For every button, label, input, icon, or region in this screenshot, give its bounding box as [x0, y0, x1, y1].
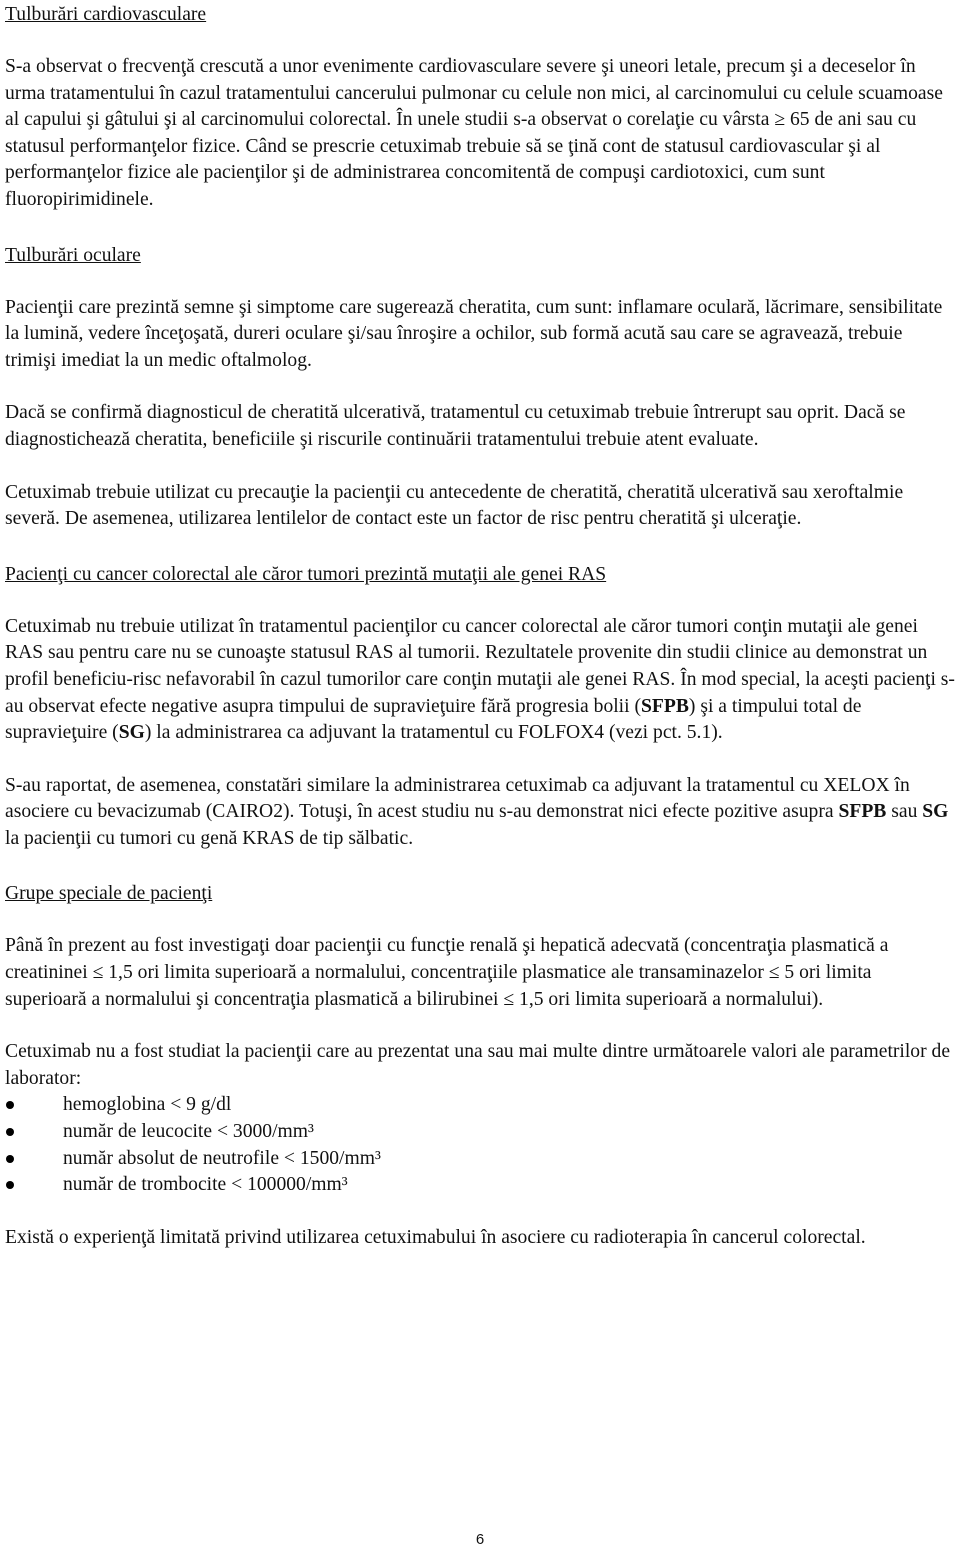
- text-run: 65 de ani sau cu statusul performanţelor fizice. Când se prescrie cetuximab trebuie să se ţină cont de statusul cardiovascular şi al performanţelor fizice ale pacienţilor şi de administrarea concomitentă de compuşi cardiotoxici, cum sunt fluoropirimidinele.: [5, 109, 917, 210]
- text-run: Cetuximab nu trebuie utilizat în tratamentul pacienţilor cu cancer colorectal ale căror tumori conţin mutaţii ale genei RAS sau pentru care nu se cunoaşte statusul RAS al tumorii. Rezultatele provenite din studii clinice au demonstrat un profil beneficiu-risc nefavorabil în cazul tumorilor care conţin mutaţii ale genei RAS. În mod special, la aceşti pacienţi s-au observat efecte negative asupra timpului de supravieţuire fără progresia bolii (: [5, 615, 955, 717]
- lab-values-list: [5, 1092, 957, 1198]
- special-paragraph-2: Cetuximab nu a fost studiat la pacienţii care au prezentat una sau mai multe dintre următoarele valori ale parametrilor de laborator:: [5, 1041, 951, 1089]
- list-item: [5, 1119, 957, 1146]
- document-body: [5, 0, 957, 1251]
- special-paragraph-3: Există o experienţă limitată privind utilizarea cetuximabului în asociere cu radioterapia în cancerul colorectal.: [5, 1226, 866, 1248]
- section-heading-ras: Pacienţi cu cancer colorectal ale căror tumori prezintă mutaţii ale genei RAS: [5, 563, 607, 585]
- text-run: la pacienţii cu tumori cu genă KRAS de tip sălbatic.: [5, 827, 414, 849]
- text-run: 1,5 ori limita superioară a normalului, concentraţiile plasmatice ale transaminazelor: [103, 962, 769, 984]
- bullet-icon: [6, 1155, 14, 1163]
- text-run: ) la administrarea ca adjuvant la tratamentul cu FOLFOX4 (vezi pct. 5.1).: [144, 722, 723, 744]
- text-run: S-au raportat, de asemenea, constatări similare la administrarea cetuximab ca adjuvant la tratamentul cu XELOX în asociere cu bevacizumab (CAIRO2). Totuşi, în acest studiu nu s-au demonstrat nici efecte pozitive asupra: [5, 774, 910, 823]
- text-run: S-a observat o frecvenţă crescută a unor evenimente cardiovasculare severe şi uneori letale, precum şi a deceselor în urma tratamentului în cazul tratamentului cancerului pulmonar cu celule non mici, al carcinomului cu celule scuamoase al capului şi gâtului şi al carcinomului colorectal. În unele studii s-a observat o corelaţie cu vârsta: [5, 56, 943, 131]
- bullet-icon: [6, 1128, 14, 1136]
- bold-term-sg: SG: [118, 722, 145, 744]
- ras-paragraph-2: [5, 773, 957, 853]
- list-item: [5, 1092, 957, 1119]
- ocular-paragraph-2: Dacă se confirmă diagnosticul de cheratită ulcerativă, tratamentul cu cetuximab trebuie întrerupt sau oprit. Dacă se diagnostichează cheratita, beneficiile şi riscurile continuării tratamentului trebuie atent evaluate.: [5, 402, 906, 450]
- list-item: [5, 1172, 957, 1199]
- special-paragraph-1: [5, 933, 957, 1013]
- bold-term-sfpb: SFPB: [641, 695, 689, 717]
- bullet-icon: [6, 1101, 14, 1109]
- ocular-paragraph-1: Pacienţii care prezintă semne şi simptome care sugerează cheratita, cum sunt: inflamare oculară, lăcrimare, sensibilitate la lumină, vedere înceţoşată, dureri oculare şi/sau înroşire a ochilor, sub formă acută sau care se agravează, trebuie trimişi imediat la un medic oftalmolog.: [5, 296, 943, 371]
- section-heading-cardiovascular: Tulburări cardiovasculare: [5, 4, 207, 25]
- greater-equal-symbol: ≥: [774, 109, 786, 131]
- bold-term-sg: SG: [922, 801, 949, 823]
- ocular-paragraph-3: Cetuximab trebuie utilizat cu precauţie la pacienţii cu antecedente de cheratită, cheratită ulcerativă sau xeroftalmie severă. De asemenea, utilizarea lentilelor de contact este un factor de risc pentru cheratită şi ulceraţie.: [5, 481, 904, 530]
- less-equal-symbol: ≤: [768, 962, 780, 984]
- less-equal-symbol: ≤: [92, 962, 104, 984]
- list-item-text: hemoglobina < 9 g/dl: [63, 1094, 232, 1116]
- section-heading-special-groups: Grupe speciale de pacienţi: [5, 883, 213, 905]
- less-equal-symbol: ≤: [503, 988, 515, 1010]
- bold-term-sfpb: SFPB: [838, 801, 887, 823]
- ras-paragraph-1: [5, 614, 957, 747]
- cardiovascular-paragraph-1: [5, 54, 957, 214]
- text-run: Până în prezent au fost investigaţi doar pacienţii cu funcţie renală şi hepatică adecvată (concentraţia plasmatică a creatininei: [5, 935, 889, 984]
- list-item: [5, 1146, 957, 1173]
- section-heading-ocular: Tulburări oculare: [5, 244, 141, 266]
- bullet-icon: [6, 1181, 14, 1189]
- text-run: 5 ori limita superioară a normalului şi concentraţia plasmatică a bilirubinei: [5, 962, 872, 1010]
- list-item-text: număr absolut de neutrofile < 1500/mm³: [63, 1147, 381, 1169]
- text-run: ) şi a timpului total de supravieţuire (: [5, 695, 862, 744]
- list-item-text: număr de trombocite < 100000/mm³: [63, 1174, 348, 1196]
- text-run: 1,5 ori limita superioară a normalului).: [514, 988, 824, 1010]
- page-number: 6: [475, 1531, 485, 1548]
- list-item-text: număr de leucocite < 3000/mm³: [63, 1121, 314, 1143]
- text-run: sau: [886, 801, 923, 823]
